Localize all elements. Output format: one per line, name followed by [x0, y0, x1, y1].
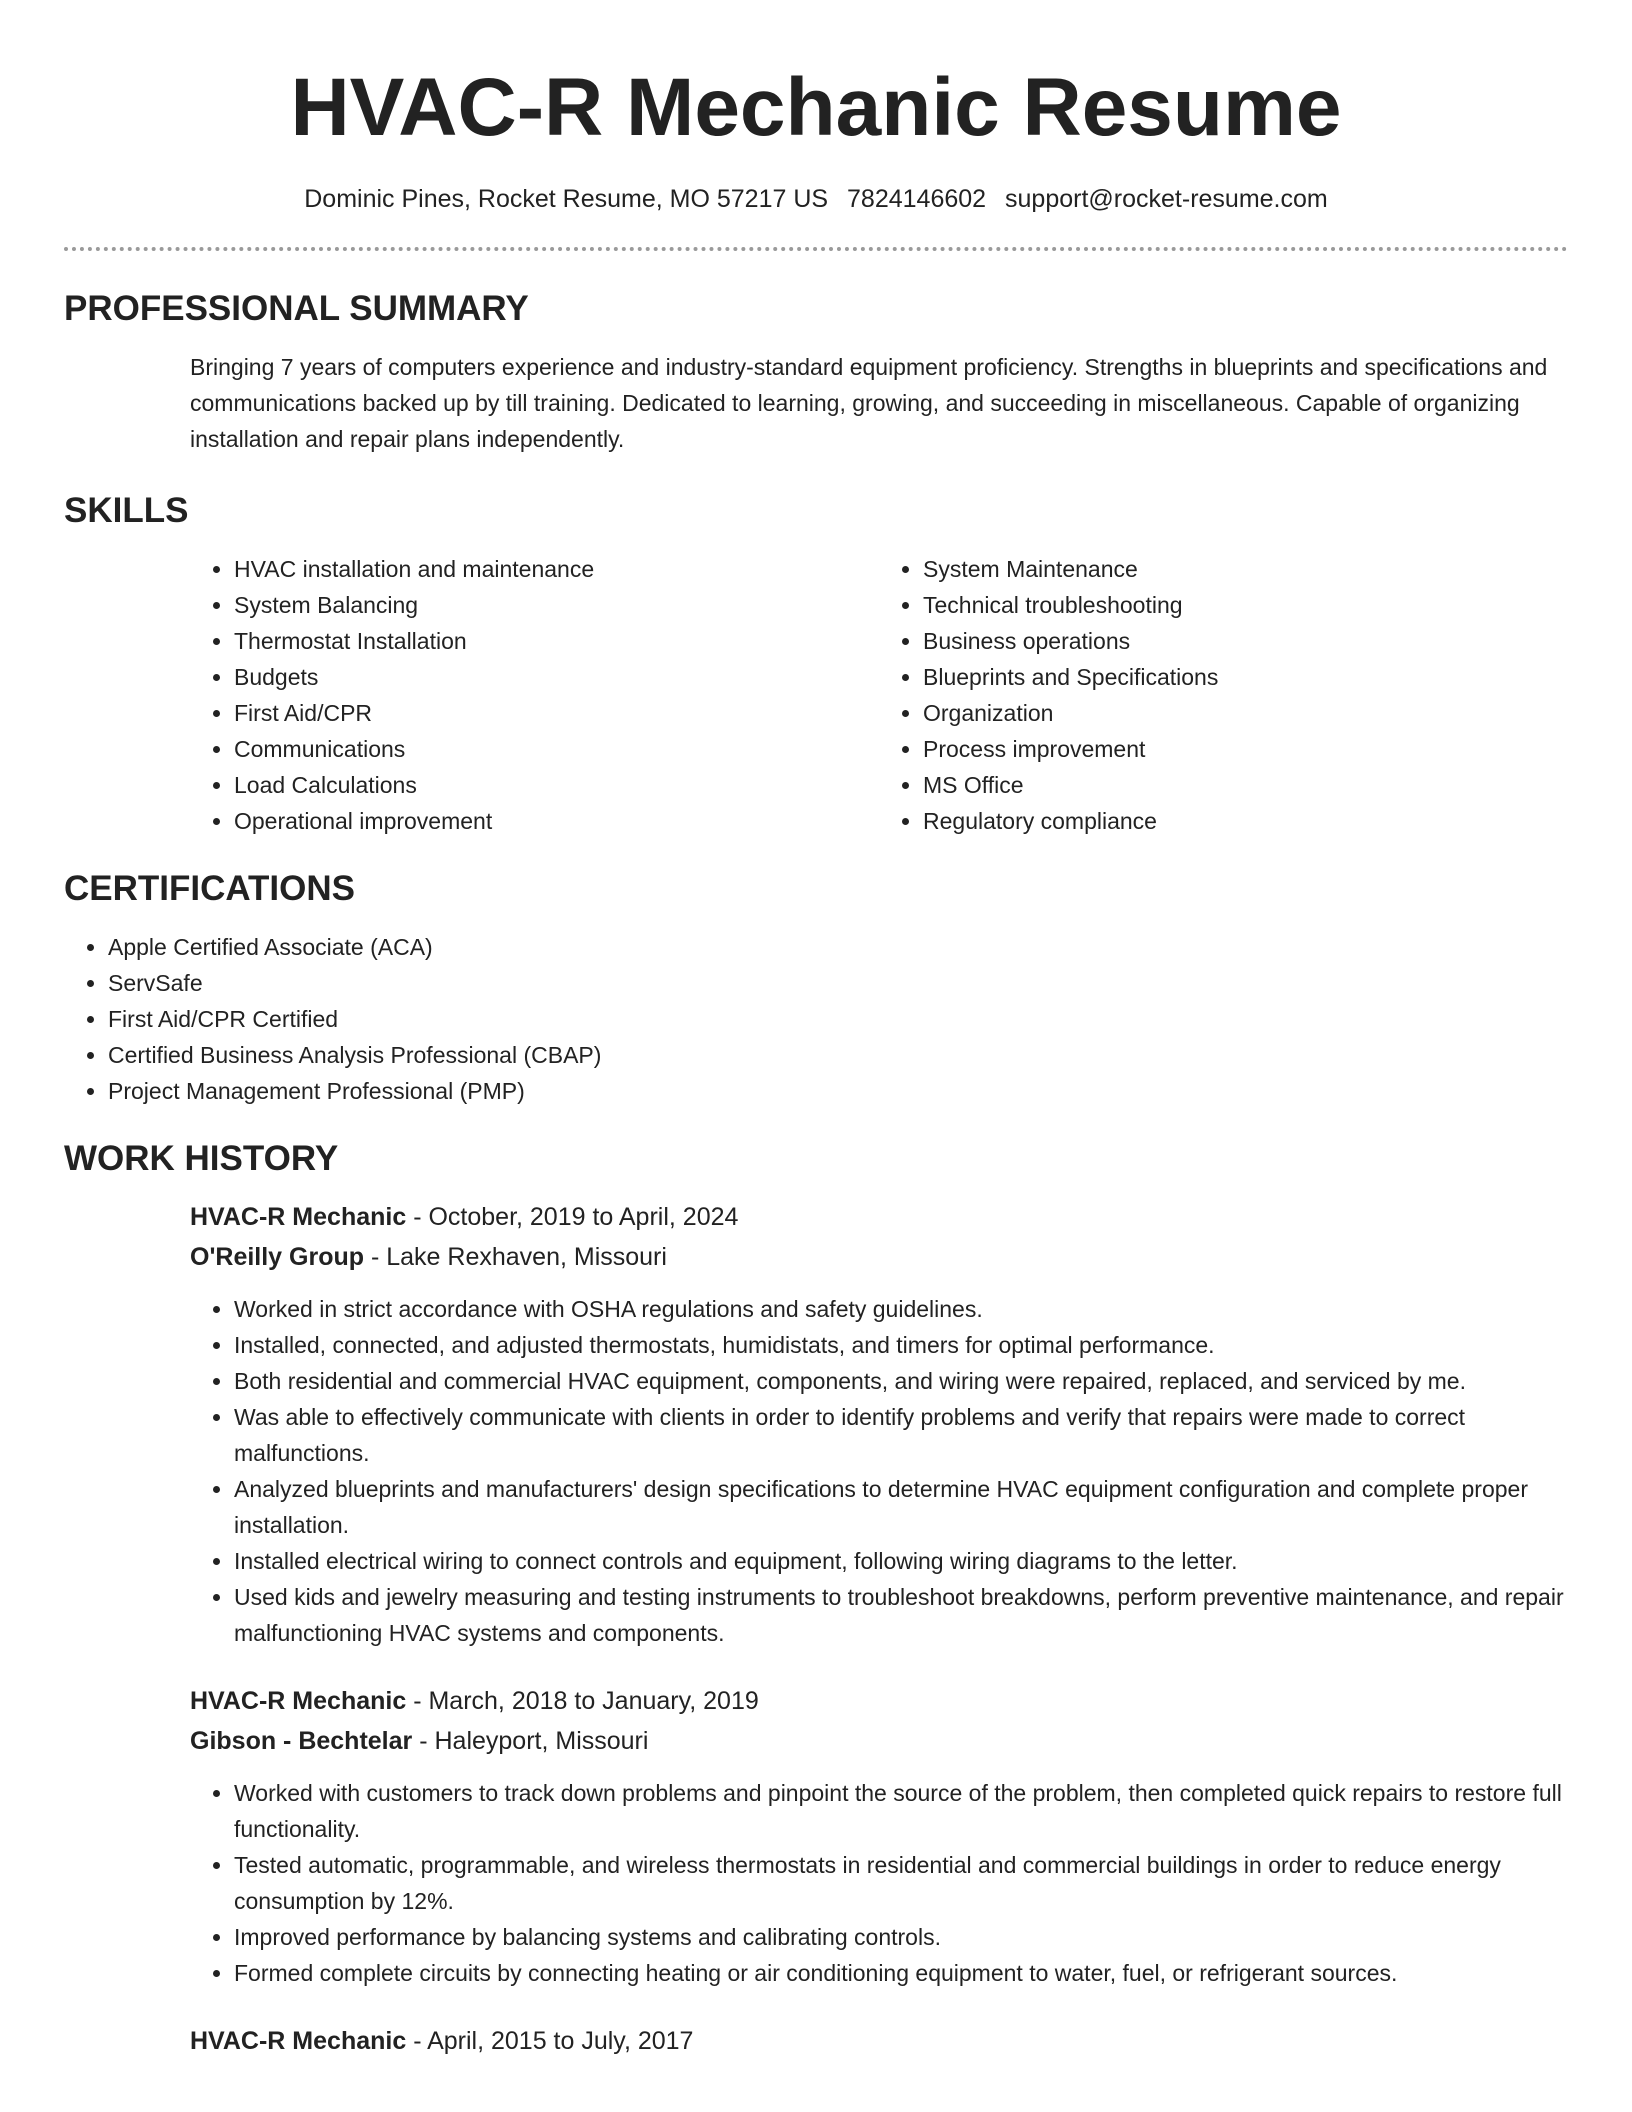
- skills-list-right: [879, 551, 1568, 839]
- job-bullet: • Installed, connected, and adjusted thermostats, humidistats, and timers for optimal performance.: [234, 1327, 1568, 1363]
- job-bullet: • Worked with customers to track down problems and pinpoint the source of the problem, then completed quick repairs to restore full functionality.: [234, 1775, 1568, 1847]
- skills-list-left: [190, 551, 879, 839]
- job-title-line: [190, 1681, 1568, 1721]
- job-title: HVAC-R Mechanic: [190, 1203, 407, 1231]
- skill-item: • Business operations: [923, 623, 1568, 659]
- skill-item: • HVAC installation and maintenance: [234, 551, 879, 587]
- job-location: - Lake Rexhaven, Missouri: [364, 1243, 667, 1271]
- job-bullets: [190, 1291, 1568, 1651]
- job-bullet: • Used kids and jewelry measuring and testing instruments to troubleshoot breakdowns, perform preventive maintenance, and repair malfunctioning HVAC systems and components.: [234, 1579, 1568, 1651]
- skill-item: • System Maintenance: [923, 551, 1568, 587]
- skills-columns: [190, 551, 1568, 839]
- job-entry: [190, 2021, 1568, 2061]
- work-history-section: [64, 1137, 1568, 2061]
- skill-item: • Technical troubleshooting: [923, 587, 1568, 623]
- job-entry: [190, 1197, 1568, 1651]
- job-bullets: [190, 1775, 1568, 1991]
- skill-item: • System Balancing: [234, 587, 879, 623]
- skill-item: • First Aid/CPR: [234, 695, 879, 731]
- job-dates: - April, 2015 to July, 2017: [406, 2027, 694, 2055]
- skill-item: • MS Office: [923, 767, 1568, 803]
- job-bullet: • Was able to effectively communicate with clients in order to identify problems and verify that repairs were made to correct malfunctions.: [234, 1399, 1568, 1471]
- skill-item: • Blueprints and Specifications: [923, 659, 1568, 695]
- resume-title: HVAC-R Mechanic Resume: [290, 62, 1342, 153]
- certification-item: • Project Management Professional (PMP): [108, 1073, 1568, 1109]
- skill-item: • Regulatory compliance: [923, 803, 1568, 839]
- skill-item: • Communications: [234, 731, 879, 767]
- contact-email[interactable]: support@rocket-resume.com: [1005, 185, 1328, 213]
- job-title: HVAC-R Mechanic: [190, 1687, 407, 1715]
- certification-item: • Certified Business Analysis Professional (CBAP): [108, 1037, 1568, 1073]
- job-title: HVAC-R Mechanic: [190, 2027, 407, 2055]
- job-company-line: [190, 1721, 1568, 1761]
- job-dates: - March, 2018 to January, 2019: [406, 1687, 759, 1715]
- job-title-line: [190, 2021, 1568, 2061]
- certification-item: • ServSafe: [108, 965, 1568, 1001]
- contact-line: [64, 182, 1568, 216]
- certification-item: • First Aid/CPR Certified: [108, 1001, 1568, 1037]
- job-bullet: • Worked in strict accordance with OSHA regulations and safety guidelines.: [234, 1291, 1568, 1327]
- job-bullet: • Both residential and commercial HVAC equipment, components, and wiring were repaired, replaced, and serviced by me.: [234, 1363, 1568, 1399]
- job-entry: [190, 1681, 1568, 1991]
- certifications-list: [64, 929, 1568, 1109]
- section-heading-skills: SKILLS: [64, 491, 189, 530]
- skill-item: • Operational improvement: [234, 803, 879, 839]
- job-company-line: [190, 1237, 1568, 1277]
- job-bullet: • Tested automatic, programmable, and wireless thermostats in residential and commercial buildings in order to reduce energy consumption by 12%.: [234, 1847, 1568, 1919]
- job-bullet: • Improved performance by balancing systems and calibrating controls.: [234, 1919, 1568, 1955]
- contact-phone[interactable]: 7824146602: [847, 185, 987, 213]
- dotted-divider: [64, 247, 1568, 251]
- contact-address: Dominic Pines, Rocket Resume, MO 57217 US: [304, 185, 829, 213]
- summary-section: [64, 287, 1568, 457]
- summary-text: Bringing 7 years of computers experience and industry-standard equipment proficiency. Strengths in blueprints and specifications and communications backed up by till training. Dedicated to learning, growing, and succeeding in miscellaneous. Capable of organizing installation and repair plans independently.: [190, 354, 1548, 452]
- job-dates: - October, 2019 to April, 2024: [406, 1203, 739, 1231]
- skill-item: • Budgets: [234, 659, 879, 695]
- job-bullet: • Formed complete circuits by connecting heating or air conditioning equipment to water, fuel, or refrigerant sources.: [234, 1955, 1568, 1991]
- skill-item: • Process improvement: [923, 731, 1568, 767]
- job-bullet: • Analyzed blueprints and manufacturers' design specifications to determine HVAC equipment configuration and complete proper installation.: [234, 1471, 1568, 1543]
- skill-item: • Load Calculations: [234, 767, 879, 803]
- skill-item: • Thermostat Installation: [234, 623, 879, 659]
- job-bullet: • Installed electrical wiring to connect controls and equipment, following wiring diagrams to the letter.: [234, 1543, 1568, 1579]
- job-company: O'Reilly Group: [190, 1243, 365, 1271]
- skill-item: • Organization: [923, 695, 1568, 731]
- job-title-line: [190, 1197, 1568, 1237]
- certifications-section: [64, 867, 1568, 1109]
- certification-item: • Apple Certified Associate (ACA): [108, 929, 1568, 965]
- job-location: - Haleyport, Missouri: [412, 1727, 649, 1755]
- section-heading-certifications: CERTIFICATIONS: [64, 869, 356, 908]
- job-company: Gibson - Bechtelar: [190, 1727, 413, 1755]
- section-heading-work-history: WORK HISTORY: [64, 1139, 339, 1178]
- skills-section: [64, 489, 1568, 839]
- section-heading-summary: PROFESSIONAL SUMMARY: [64, 289, 529, 328]
